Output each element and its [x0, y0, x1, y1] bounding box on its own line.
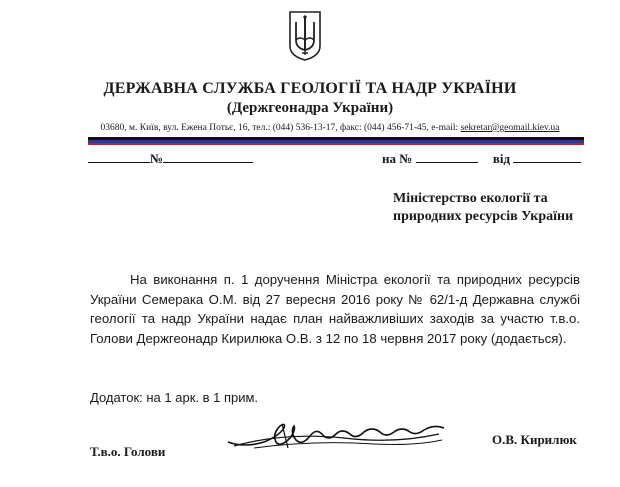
header-divider-red [88, 143, 584, 145]
attachment-note: Додаток: на 1 арк. в 1 прим. [90, 390, 259, 405]
address-text: 03680, м. Київ, вул. Ежена Потьє, 16, тел.: (044) 536-13-17, факс: (044) 456-71-45, e-mail: [100, 123, 461, 133]
body-text: На виконання п. 1 доручення Міністра екології та природних ресурсів України Семерака О.М. від 27 вересня 2016 року № 62/1-д Державна службі геології та надр України надає план найважливіших заходів за участю т.в.о. Голови Держгеонадр Кирилюка О.В. з 12 по 18 червня 2017 року (додається). [90, 272, 580, 346]
outgoing-reference [88, 150, 253, 167]
signer-name: О.В. Кирилюк [492, 432, 577, 447]
date-label: від [492, 151, 511, 166]
incoming-number-blank [416, 150, 478, 163]
outgoing-date-blank [88, 150, 150, 163]
organization-short-name: (Держгеонадра України) [226, 100, 394, 116]
outgoing-number-blank [163, 150, 253, 163]
recipient-line-2: природних ресурсів України [393, 209, 574, 224]
reply-to-label: на № [382, 151, 413, 166]
email-link[interactable]: sekretar@geomail.kiev.ua [460, 123, 560, 133]
organization-address [70, 123, 590, 133]
body-paragraph [90, 270, 580, 348]
recipient-block [393, 190, 603, 226]
organization-name: ДЕРЖАВНА СЛУЖБА ГЕОЛОГІЇ ТА НАДР УКРАЇНИ [103, 80, 517, 97]
coat-of-arms-icon [287, 10, 323, 62]
handwritten-signature-icon [224, 418, 449, 452]
incoming-reference [382, 150, 581, 167]
signer-title: Т.в.о. Голови [90, 444, 166, 459]
incoming-date-blank [513, 150, 581, 163]
recipient-line-1: Міністерство екології та [393, 191, 548, 206]
number-sign: № [150, 151, 164, 166]
